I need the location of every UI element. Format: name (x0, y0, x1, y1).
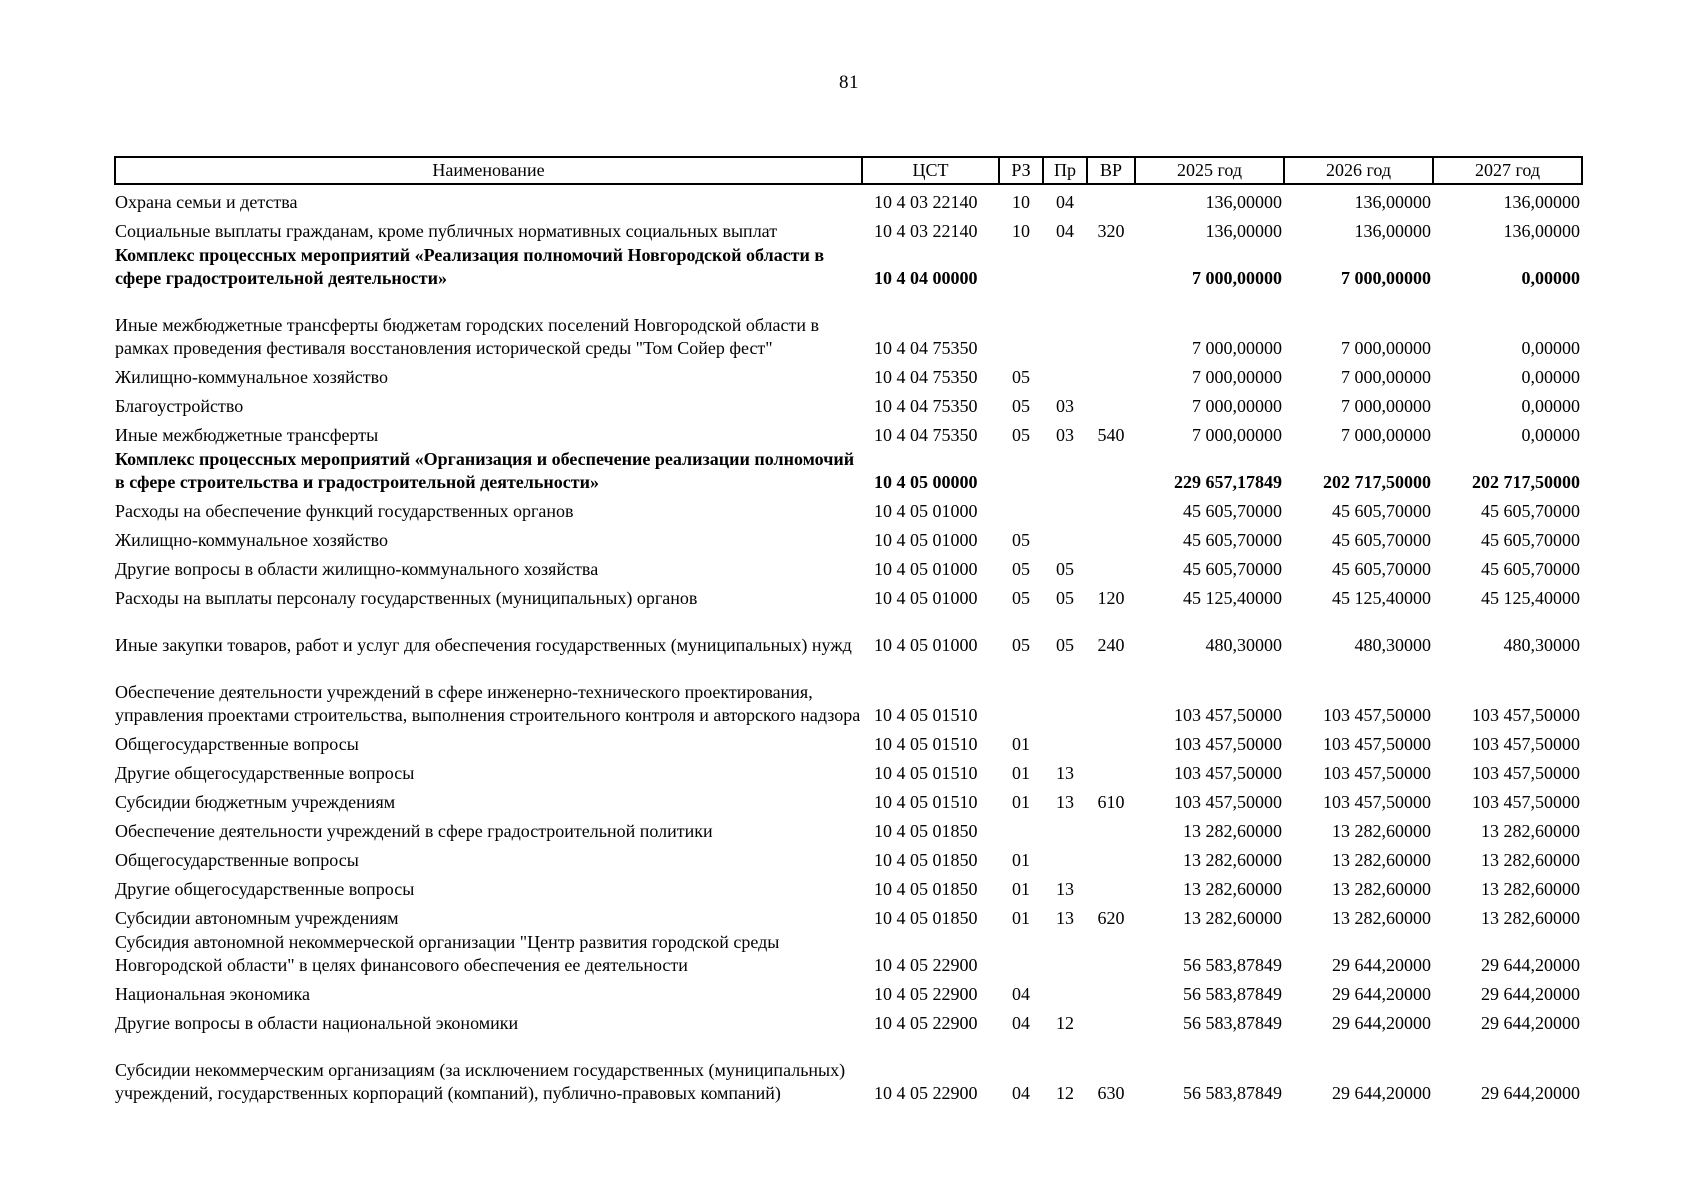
row-cst: 10 4 05 01000 (874, 559, 978, 579)
row-cst: 10 4 05 01850 (874, 879, 978, 899)
row-pr: 05 (1056, 559, 1074, 579)
row-cst: 10 4 05 22900 (874, 1083, 978, 1103)
table-row (115, 872, 1582, 901)
row-value-2025: 103 457,50000 (1174, 763, 1282, 783)
row-pr: 13 (1056, 763, 1074, 783)
row-cst: 10 4 04 75350 (874, 425, 978, 445)
row-name: Охрана семьи и детства (115, 192, 298, 212)
row-rz: 01 (1012, 734, 1030, 754)
table-row (115, 243, 1582, 290)
row-value-2026: 13 282,60000 (1332, 821, 1431, 841)
row-rz: 05 (1012, 425, 1030, 445)
row-rz: 05 (1012, 635, 1030, 655)
row-cst: 10 4 05 01000 (874, 530, 978, 550)
row-cst: 10 4 04 75350 (874, 367, 978, 387)
row-value-2026: 136,00000 (1354, 221, 1431, 241)
table-row (115, 843, 1582, 872)
row-name: Жилищно-коммунальное хозяйство (115, 530, 389, 550)
row-cst: 10 4 03 22140 (874, 221, 978, 241)
row-name: Субсидия автономной некоммерческой организации "Центр развития городской среды Новгородской области" в целях финансового обеспечения ее деятельности (115, 932, 780, 975)
row-value-2026: 45 125,40000 (1332, 588, 1431, 608)
row-pr: 13 (1056, 908, 1074, 928)
row-value-2026: 29 644,20000 (1332, 955, 1431, 975)
row-value-2025: 103 457,50000 (1174, 792, 1282, 812)
table-row (115, 418, 1582, 447)
table-header-row (115, 157, 1582, 184)
row-name: Иные межбюджетные трансферты бюджетам городских поселений Новгородской области в рамках проведения фестиваля восстановления исторической среды "Том Сойер фест" (115, 315, 819, 358)
row-value-2025: 56 583,87849 (1183, 1083, 1282, 1103)
row-name: Другие вопросы в области жилищно-коммунального хозяйства (115, 559, 599, 579)
row-value-2027: 45 605,70000 (1481, 559, 1580, 579)
row-value-2026: 480,30000 (1354, 635, 1431, 655)
row-value-2025: 45 125,40000 (1183, 588, 1282, 608)
row-value-2027: 13 282,60000 (1481, 908, 1580, 928)
row-vr (1087, 447, 1135, 494)
row-value-2027: 202 717,50000 (1472, 472, 1580, 492)
row-vr (1087, 1006, 1135, 1035)
row-vr (1087, 523, 1135, 552)
header-cst: ЦСТ (862, 157, 999, 184)
row-vr (1087, 290, 1135, 360)
row-value-2026: 103 457,50000 (1323, 792, 1431, 812)
row-vr: 630 (1097, 1083, 1125, 1103)
row-cst: 10 4 04 75350 (874, 396, 978, 416)
table-row (115, 930, 1582, 977)
table-row (115, 290, 1582, 360)
table-row (115, 756, 1582, 785)
row-value-2025: 45 605,70000 (1183, 530, 1282, 550)
row-rz: 01 (1012, 850, 1030, 870)
row-rz: 05 (1012, 367, 1030, 387)
row-pr (1043, 977, 1087, 1006)
table-row (115, 389, 1582, 418)
row-value-2026: 45 605,70000 (1332, 559, 1431, 579)
row-value-2025: 103 457,50000 (1174, 705, 1282, 725)
table-row (115, 360, 1582, 389)
row-vr: 120 (1097, 588, 1125, 608)
row-value-2026: 7 000,00000 (1341, 338, 1431, 358)
row-pr (1043, 360, 1087, 389)
row-name: Иные закупки товаров, работ и услуг для обеспечения государственных (муниципальных) нужд (115, 635, 852, 655)
row-vr (1087, 360, 1135, 389)
row-name: Расходы на обеспечение функций государственных органов (115, 501, 574, 521)
row-cst: 10 4 04 00000 (874, 268, 978, 288)
row-value-2025: 480,30000 (1205, 635, 1282, 655)
row-value-2025: 7 000,00000 (1192, 425, 1282, 445)
row-name: Национальная экономика (115, 984, 310, 1004)
row-value-2026: 45 605,70000 (1332, 530, 1431, 550)
table-row (115, 814, 1582, 843)
row-value-2026: 29 644,20000 (1332, 1013, 1431, 1033)
row-value-2026: 7 000,00000 (1341, 268, 1431, 288)
row-value-2027: 45 605,70000 (1481, 530, 1580, 550)
row-vr (1087, 494, 1135, 523)
row-rz: 04 (1012, 1013, 1030, 1033)
row-value-2027: 0,00000 (1521, 425, 1580, 445)
table-row (115, 901, 1582, 930)
row-name: Благоустройство (115, 396, 244, 416)
row-pr: 13 (1056, 879, 1074, 899)
row-value-2026: 7 000,00000 (1341, 367, 1431, 387)
row-pr (1043, 814, 1087, 843)
table-row (115, 1035, 1582, 1105)
row-name: Комплекс процессных мероприятий «Организация и обеспечение реализации полномочий в сфере строительства и градостроительной деятельности» (115, 449, 855, 492)
table-row (115, 523, 1582, 552)
row-value-2026: 29 644,20000 (1332, 984, 1431, 1004)
table-row (115, 552, 1582, 581)
row-name: Жилищно-коммунальное хозяйство (115, 367, 389, 387)
row-value-2027: 103 457,50000 (1472, 705, 1580, 725)
row-value-2027: 0,00000 (1521, 396, 1580, 416)
row-value-2025: 13 282,60000 (1183, 821, 1282, 841)
row-value-2025: 13 282,60000 (1183, 850, 1282, 870)
row-vr: 540 (1097, 425, 1125, 445)
row-value-2026: 136,00000 (1354, 192, 1431, 212)
row-value-2026: 103 457,50000 (1323, 763, 1431, 783)
row-pr: 13 (1056, 792, 1074, 812)
row-vr: 320 (1097, 221, 1125, 241)
row-value-2027: 45 605,70000 (1481, 501, 1580, 521)
row-value-2027: 136,00000 (1503, 192, 1580, 212)
row-value-2027: 103 457,50000 (1472, 763, 1580, 783)
row-rz: 10 (1012, 192, 1030, 212)
row-value-2025: 136,00000 (1205, 221, 1282, 241)
row-value-2025: 13 282,60000 (1183, 879, 1282, 899)
row-value-2027: 13 282,60000 (1481, 879, 1580, 899)
row-pr (1043, 930, 1087, 977)
row-pr: 05 (1056, 588, 1074, 608)
row-cst: 10 4 05 00000 (874, 472, 978, 492)
row-value-2026: 13 282,60000 (1332, 879, 1431, 899)
row-value-2027: 29 644,20000 (1481, 955, 1580, 975)
row-cst: 10 4 05 22900 (874, 1013, 978, 1033)
row-value-2027: 103 457,50000 (1472, 792, 1580, 812)
row-value-2027: 0,00000 (1521, 367, 1580, 387)
row-cst: 10 4 05 01510 (874, 792, 978, 812)
row-value-2026: 103 457,50000 (1323, 705, 1431, 725)
row-value-2027: 13 282,60000 (1481, 821, 1580, 841)
row-value-2027: 136,00000 (1503, 221, 1580, 241)
row-pr: 03 (1056, 425, 1074, 445)
row-value-2025: 136,00000 (1205, 192, 1282, 212)
row-cst: 10 4 05 01510 (874, 734, 978, 754)
row-pr: 12 (1056, 1083, 1074, 1103)
row-value-2027: 0,00000 (1521, 338, 1580, 358)
row-name: Расходы на выплаты персоналу государственных (муниципальных) органов (115, 588, 698, 608)
row-rz: 01 (1012, 879, 1030, 899)
row-pr (1043, 843, 1087, 872)
row-value-2025: 7 000,00000 (1192, 268, 1282, 288)
row-value-2025: 56 583,87849 (1183, 984, 1282, 1004)
row-value-2025: 103 457,50000 (1174, 734, 1282, 754)
table-body (115, 184, 1582, 1105)
row-value-2027: 29 644,20000 (1481, 1013, 1580, 1033)
row-value-2025: 7 000,00000 (1192, 396, 1282, 416)
row-value-2026: 13 282,60000 (1332, 908, 1431, 928)
row-cst: 10 4 05 01000 (874, 635, 978, 655)
table-row (115, 447, 1582, 494)
row-cst: 10 4 05 01510 (874, 705, 978, 725)
row-rz: 04 (1012, 1083, 1030, 1103)
header-vr: ВР (1087, 157, 1135, 184)
table-row (115, 494, 1582, 523)
row-rz: 04 (1012, 984, 1030, 1004)
row-name: Субсидии некоммерческим организациям (за исключением государственных (муниципальных) учреждений, государственных корпораций (компаний), публично-правовых компаний) (115, 1060, 846, 1103)
row-name: Субсидии автономным учреждениям (115, 908, 399, 928)
row-rz: 05 (1012, 588, 1030, 608)
row-name: Социальные выплаты гражданам, кроме публичных нормативных социальных выплат (115, 221, 778, 241)
row-pr (1043, 447, 1087, 494)
row-cst: 10 4 04 75350 (874, 338, 978, 358)
row-rz (999, 494, 1043, 523)
row-value-2025: 7 000,00000 (1192, 338, 1282, 358)
row-rz (999, 243, 1043, 290)
row-vr (1087, 243, 1135, 290)
row-value-2026: 202 717,50000 (1323, 472, 1431, 492)
row-value-2025: 56 583,87849 (1183, 955, 1282, 975)
row-name: Общегосударственные вопросы (115, 734, 359, 754)
row-vr: 240 (1097, 635, 1125, 655)
row-vr (1087, 930, 1135, 977)
row-value-2025: 7 000,00000 (1192, 367, 1282, 387)
row-rz: 01 (1012, 763, 1030, 783)
header-2026: 2026 год (1284, 157, 1433, 184)
row-rz: 05 (1012, 559, 1030, 579)
row-cst: 10 4 05 01850 (874, 821, 978, 841)
row-pr (1043, 243, 1087, 290)
row-name: Обеспечение деятельности учреждений в сфере инженерно-технического проектирования, управления проектами строительства, выполнения строительного контроля и авторского надзора (115, 682, 861, 725)
row-value-2026: 13 282,60000 (1332, 850, 1431, 870)
row-value-2027: 13 282,60000 (1481, 850, 1580, 870)
row-rz: 05 (1012, 396, 1030, 416)
row-name: Обеспечение деятельности учреждений в сфере градостроительной политики (115, 821, 713, 841)
row-cst: 10 4 05 01850 (874, 850, 978, 870)
row-rz: 01 (1012, 908, 1030, 928)
row-value-2025: 45 605,70000 (1183, 501, 1282, 521)
row-cst: 10 4 05 01850 (874, 908, 978, 928)
row-value-2026: 45 605,70000 (1332, 501, 1431, 521)
header-pr: Пр (1043, 157, 1087, 184)
budget-table (114, 156, 1583, 1105)
row-name: Иные межбюджетные трансферты (115, 425, 379, 445)
header-name: Наименование (115, 157, 862, 184)
row-vr (1087, 977, 1135, 1006)
table-row (115, 581, 1582, 610)
row-rz: 01 (1012, 792, 1030, 812)
table-row (115, 1006, 1582, 1035)
row-value-2027: 29 644,20000 (1481, 984, 1580, 1004)
row-cst: 10 4 03 22140 (874, 192, 978, 212)
row-vr (1087, 184, 1135, 214)
row-value-2026: 29 644,20000 (1332, 1083, 1431, 1103)
table-row (115, 610, 1582, 657)
row-vr: 610 (1097, 792, 1125, 812)
row-name: Другие вопросы в области национальной экономики (115, 1013, 519, 1033)
row-pr: 04 (1056, 221, 1074, 241)
row-cst: 10 4 05 22900 (874, 955, 978, 975)
row-rz: 10 (1012, 221, 1030, 241)
row-value-2027: 45 125,40000 (1481, 588, 1580, 608)
row-value-2026: 7 000,00000 (1341, 396, 1431, 416)
row-value-2025: 229 657,17849 (1174, 472, 1282, 492)
row-rz (999, 930, 1043, 977)
row-pr: 04 (1056, 192, 1074, 212)
row-name: Другие общегосударственные вопросы (115, 879, 415, 899)
row-value-2027: 480,30000 (1503, 635, 1580, 655)
row-vr (1087, 552, 1135, 581)
row-vr: 620 (1097, 908, 1125, 928)
row-rz (999, 657, 1043, 727)
row-cst: 10 4 05 22900 (874, 984, 978, 1004)
row-value-2025: 45 605,70000 (1183, 559, 1282, 579)
row-cst: 10 4 05 01510 (874, 763, 978, 783)
row-name: Общегосударственные вопросы (115, 850, 359, 870)
row-vr (1087, 727, 1135, 756)
row-value-2027: 103 457,50000 (1472, 734, 1580, 754)
row-pr (1043, 727, 1087, 756)
header-2025: 2025 год (1135, 157, 1284, 184)
row-pr: 05 (1056, 635, 1074, 655)
row-cst: 10 4 05 01000 (874, 588, 978, 608)
table-row (115, 727, 1582, 756)
page-number: 81 (839, 72, 859, 93)
row-vr (1087, 843, 1135, 872)
row-rz (999, 290, 1043, 360)
row-pr: 03 (1056, 396, 1074, 416)
row-pr (1043, 494, 1087, 523)
row-cst: 10 4 05 01000 (874, 501, 978, 521)
table-row (115, 184, 1582, 214)
table-row (115, 657, 1582, 727)
table-row (115, 785, 1582, 814)
row-value-2027: 29 644,20000 (1481, 1083, 1580, 1103)
row-vr (1087, 872, 1135, 901)
row-value-2025: 13 282,60000 (1183, 908, 1282, 928)
header-rz: РЗ (999, 157, 1043, 184)
row-name: Комплекс процессных мероприятий «Реализация полномочий Новгородской области в сфере градостроительной деятельности» (115, 245, 825, 288)
row-pr (1043, 290, 1087, 360)
row-pr (1043, 657, 1087, 727)
row-name: Субсидии бюджетным учреждениям (115, 792, 396, 812)
row-rz (999, 447, 1043, 494)
row-value-2027: 0,00000 (1521, 268, 1580, 288)
header-2027: 2027 год (1433, 157, 1582, 184)
row-pr: 12 (1056, 1013, 1074, 1033)
table-row (115, 977, 1582, 1006)
row-rz: 05 (1012, 530, 1030, 550)
row-value-2026: 7 000,00000 (1341, 425, 1431, 445)
row-vr (1087, 657, 1135, 727)
row-rz (999, 814, 1043, 843)
row-vr (1087, 389, 1135, 418)
row-value-2026: 103 457,50000 (1323, 734, 1431, 754)
row-pr (1043, 523, 1087, 552)
table-row (115, 214, 1582, 243)
row-name: Другие общегосударственные вопросы (115, 763, 415, 783)
row-vr (1087, 756, 1135, 785)
row-vr (1087, 814, 1135, 843)
row-value-2025: 56 583,87849 (1183, 1013, 1282, 1033)
